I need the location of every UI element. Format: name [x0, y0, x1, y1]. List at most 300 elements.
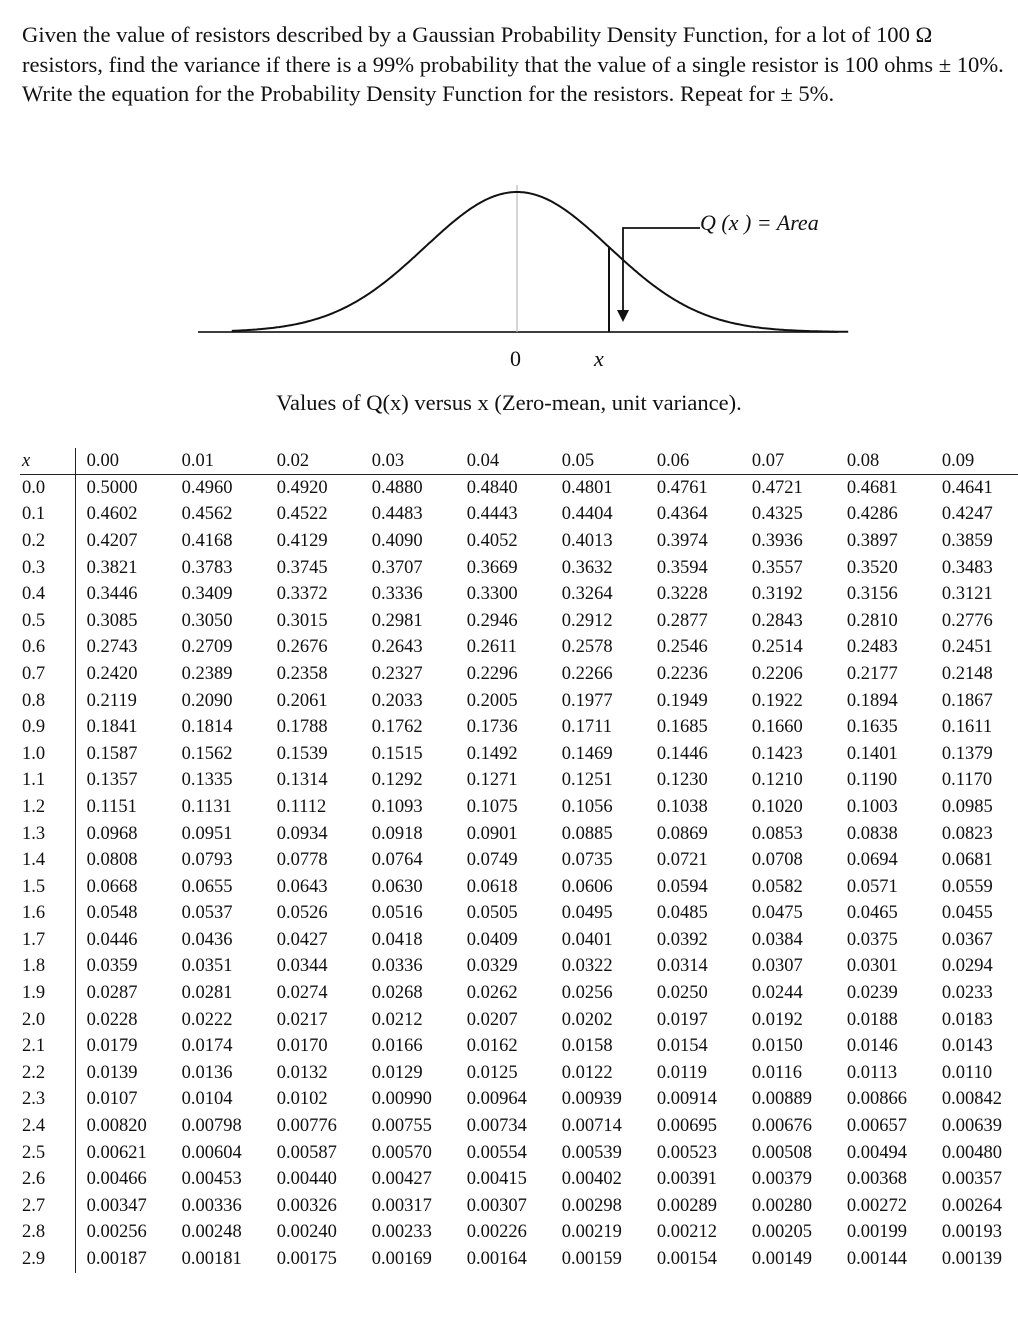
q-value-cell: 0.00164: [466, 1249, 527, 1270]
q-value-cell: 0.4364: [656, 504, 708, 525]
q-value-cell: 0.00939: [561, 1089, 622, 1110]
q-value-cell: 0.3974: [656, 530, 708, 551]
q-value-cell: 0.1357: [75, 768, 171, 795]
q-value-cell: 0.0655: [181, 876, 233, 897]
q-value-cell: 0.5000: [75, 475, 171, 502]
q-value-cell: 0.00144: [846, 1249, 907, 1270]
q-value-cell: 0.3859: [941, 530, 993, 551]
q-value-cell: 0.0582: [751, 876, 803, 897]
q-value-cell: 0.0197: [656, 1009, 708, 1030]
q-value-cell: 0.2743: [75, 635, 171, 662]
q-value-cell: 0.1112: [276, 796, 327, 817]
q-value-cell: 0.3192: [751, 584, 803, 605]
q-value-cell: 0.2389: [181, 663, 233, 684]
q-value-cell: 0.0322: [561, 956, 613, 977]
table-row: [20, 1220, 1018, 1247]
q-value-cell: 0.4247: [941, 504, 993, 525]
table-header-row: [20, 448, 1018, 475]
table-row: [20, 1140, 1018, 1167]
q-value-cell: 0.1867: [941, 690, 993, 711]
q-value-cell: 0.3446: [75, 581, 171, 608]
table-row: [20, 608, 1018, 635]
q-value-cell: 0.00154: [656, 1249, 717, 1270]
table-row: [20, 714, 1018, 741]
q-value-cell: 0.1251: [561, 770, 613, 791]
table-row: [20, 475, 1018, 502]
row-x-value: 2.7: [22, 1195, 46, 1216]
q-value-cell: 0.0668: [75, 874, 171, 901]
q-value-cell: 0.2177: [846, 663, 898, 684]
table-row: [20, 1007, 1018, 1034]
q-value-cell: 0.2451: [941, 637, 993, 658]
q-value-cell: 0.1736: [466, 717, 518, 738]
q-value-cell: 0.0793: [181, 850, 233, 871]
q-value-cell: 0.3409: [181, 584, 233, 605]
q-value-cell: 0.0475: [751, 903, 803, 924]
q-value-cell: 0.0268: [371, 983, 423, 1004]
q-value-cell: 0.0228: [75, 1007, 171, 1034]
q-value-cell: 0.0146: [846, 1036, 898, 1057]
q-value-cell: 0.3669: [466, 557, 518, 578]
q-value-cell: 0.00657: [846, 1116, 907, 1137]
row-x-value: 0.7: [22, 663, 46, 684]
q-value-cell: 0.2148: [941, 663, 993, 684]
q-value-cell: 0.0455: [941, 903, 993, 924]
q-value-cell: 0.00240: [276, 1222, 337, 1243]
problem-statement: Given the value of resistors described by a Gaussian Probability Density Function, for a lot of 100 Ω resistors, find the variance if there is a 99% probability that the value of a single resistor is 100 ohms ± 10%. Write the equation for the Probability Density Function for the resistors. Repeat for ± 5%.: [22, 22, 1004, 106]
table-row: [20, 1113, 1018, 1140]
row-x-value: 2.4: [22, 1116, 46, 1137]
column-header: 0.07: [741, 448, 836, 475]
q-value-cell: 0.0505: [466, 903, 518, 924]
row-x-value: 1.0: [22, 743, 46, 764]
q-value-cell: 0.00326: [276, 1195, 337, 1216]
q-value-cell: 0.3707: [371, 557, 423, 578]
q-value-cell: 0.00494: [846, 1142, 907, 1163]
q-value-cell: 0.0122: [561, 1062, 613, 1083]
q-value-cell: 0.2676: [276, 637, 328, 658]
q-value-cell: 0.3372: [276, 584, 328, 605]
column-header: 0.04: [456, 448, 551, 475]
q-value-cell: 0.0643: [276, 876, 328, 897]
q-value-cell: 0.0375: [846, 929, 898, 950]
q-value-cell: 0.3156: [846, 584, 898, 605]
q-value-cell: 0.2296: [466, 663, 518, 684]
table-row: [20, 927, 1018, 954]
q-value-cell: 0.0392: [656, 929, 708, 950]
q-value-cell: 0.00193: [941, 1222, 1003, 1243]
column-header: 0.03: [361, 448, 456, 475]
q-value-cell: 0.00357: [941, 1169, 1003, 1190]
q-value-cell: 0.3557: [751, 557, 803, 578]
column-header: 0.00: [75, 448, 171, 475]
q-value-cell: 0.0901: [466, 823, 518, 844]
table-row: [20, 1033, 1018, 1060]
q-value-cell: 0.00914: [656, 1089, 717, 1110]
q-value-cell: 0.00212: [656, 1222, 717, 1243]
q-value-cell: 0.1814: [181, 717, 233, 738]
q-value-cell: 0.0606: [561, 876, 613, 897]
row-x-value: 0.8: [22, 690, 46, 711]
q-value-cell: 0.00139: [941, 1249, 1003, 1270]
q-value-cell: 0.0409: [466, 929, 518, 950]
q-value-cell: 0.00440: [276, 1169, 337, 1190]
q-value-cell: 0.2709: [181, 637, 233, 658]
q-value-cell: 0.0107: [75, 1087, 171, 1114]
q-value-cell: 0.00842: [941, 1089, 1003, 1110]
column-header: 0.05: [551, 448, 646, 475]
q-value-cell: 0.0681: [941, 850, 993, 871]
q-value-cell: 0.00798: [181, 1116, 242, 1137]
q-value-cell: 0.2946: [466, 610, 518, 631]
q-value-cell: 0.0110: [941, 1062, 993, 1083]
q-value-cell: 0.00570: [371, 1142, 432, 1163]
q-value-cell: 0.0808: [75, 847, 171, 874]
q-value-cell: 0.0136: [181, 1062, 233, 1083]
q-value-cell: 0.00169: [371, 1249, 432, 1270]
q-value-cell: 0.1539: [276, 743, 328, 764]
q-value-cell: 0.0778: [276, 850, 328, 871]
q-value-cell: 0.4129: [276, 530, 328, 551]
q-value-cell: 0.3121: [941, 584, 993, 605]
q-value-cell: 0.1660: [751, 717, 803, 738]
q-value-cell: 0.0951: [181, 823, 233, 844]
q-value-cell: 0.4840: [466, 477, 518, 498]
area-pointer-line: [623, 228, 700, 320]
q-value-cell: 0.3050: [181, 610, 233, 631]
table-row: [20, 1166, 1018, 1193]
q-value-cell: 0.00466: [75, 1166, 171, 1193]
q-value-cell: 0.2514: [751, 637, 803, 658]
q-value-cell: 0.1190: [846, 770, 898, 791]
q-value-cell: 0.00480: [941, 1142, 1003, 1163]
q-value-cell: 0.4443: [466, 504, 518, 525]
q-value-cell: 0.0446: [75, 927, 171, 954]
q-value-cell: 0.0174: [181, 1036, 233, 1057]
q-value-cell: 0.3264: [561, 584, 613, 605]
q-value-cell: 0.1762: [371, 717, 423, 738]
q-value-cell: 0.00347: [75, 1193, 171, 1220]
q-value-cell: 0.00248: [181, 1222, 242, 1243]
q-value-cell: 0.1894: [846, 690, 898, 711]
table-row: [20, 954, 1018, 981]
q-value-cell: 0.3520: [846, 557, 898, 578]
row-x-value: 1.8: [22, 956, 46, 977]
q-value-cell: 0.4562: [181, 504, 233, 525]
q-value-cell: 0.1788: [276, 717, 328, 738]
q-value-cell: 0.1056: [561, 796, 613, 817]
q-value-cell: 0.2266: [561, 663, 613, 684]
q-value-cell: 0.0113: [846, 1062, 898, 1083]
q-value-cell: 0.1314: [276, 770, 328, 791]
q-value-cell: 0.00187: [75, 1246, 171, 1273]
q-value-cell: 0.0256: [561, 983, 613, 1004]
row-x-value: 2.9: [22, 1249, 46, 1270]
q-value-cell: 0.1841: [75, 714, 171, 741]
q-value-cell: 0.2327: [371, 663, 423, 684]
q-value-cell: 0.1020: [751, 796, 803, 817]
q-value-cell: 0.1401: [846, 743, 898, 764]
q-value-cell: 0.0401: [561, 929, 613, 950]
q-value-cell: 0.0885: [561, 823, 613, 844]
q-value-cell: 0.0548: [75, 901, 171, 928]
q-value-cell: 0.1292: [371, 770, 423, 791]
q-value-cell: 0.00233: [371, 1222, 432, 1243]
q-value-cell: 0.2877: [656, 610, 708, 631]
q-value-cell: 0.0233: [941, 983, 993, 1004]
q-value-cell: 0.3936: [751, 530, 803, 551]
table-row: [20, 1087, 1018, 1114]
q-value-cell: 0.1562: [181, 743, 233, 764]
q-value-cell: 0.3015: [276, 610, 328, 631]
q-value-cell: 0.1469: [561, 743, 613, 764]
q-value-cell: 0.0119: [656, 1062, 708, 1083]
q-value-cell: 0.1423: [751, 743, 803, 764]
q-value-cell: 0.3632: [561, 557, 613, 578]
q-value-cell: 0.00307: [466, 1195, 527, 1216]
q-function-table: [20, 448, 1018, 1273]
q-value-cell: 0.0336: [371, 956, 423, 977]
column-header: 0.06: [646, 448, 741, 475]
row-x-value: 0.5: [22, 610, 46, 631]
table-row: [20, 847, 1018, 874]
q-value-cell: 0.00289: [656, 1195, 717, 1216]
row-x-value: 2.5: [22, 1142, 46, 1163]
q-value-cell: 0.2578: [561, 637, 613, 658]
q-value-cell: 0.3300: [466, 584, 518, 605]
q-value-cell: 0.2810: [846, 610, 898, 631]
q-value-cell: 0.00676: [751, 1116, 812, 1137]
q-value-cell: 0.3085: [75, 608, 171, 635]
q-value-cell: 0.00298: [561, 1195, 622, 1216]
q-value-cell: 0.3483: [941, 557, 993, 578]
table-row: [20, 555, 1018, 582]
q-value-cell: 0.00866: [846, 1089, 907, 1110]
row-x-value: 1.1: [22, 770, 46, 791]
q-value-cell: 0.1635: [846, 717, 898, 738]
table-row: [20, 688, 1018, 715]
q-value-cell: 0.00539: [561, 1142, 622, 1163]
q-value-cell: 0.1446: [656, 743, 708, 764]
q-value-cell: 0.0918: [371, 823, 423, 844]
q-value-cell: 0.00889: [751, 1089, 812, 1110]
q-value-cell: 0.0314: [656, 956, 708, 977]
q-value-cell: 0.00336: [181, 1195, 242, 1216]
q-value-cell: 0.1977: [561, 690, 613, 711]
q-value-cell: 0.2119: [75, 688, 171, 715]
q-value-cell: 0.0188: [846, 1009, 898, 1030]
q-value-cell: 0.0436: [181, 929, 233, 950]
row-x-value: 0.3: [22, 557, 46, 578]
q-value-cell: 0.0694: [846, 850, 898, 871]
q-value-cell: 0.0630: [371, 876, 423, 897]
q-value-cell: 0.2420: [75, 661, 171, 688]
q-value-cell: 0.0158: [561, 1036, 613, 1057]
q-value-cell: 0.00523: [656, 1142, 717, 1163]
q-value-cell: 0.0764: [371, 850, 423, 871]
q-value-cell: 0.00453: [181, 1169, 242, 1190]
row-x-value: 0.4: [22, 584, 46, 605]
row-x-value: 0.9: [22, 717, 46, 738]
q-value-cell: 0.0166: [371, 1036, 423, 1057]
q-value-cell: 0.4013: [561, 530, 613, 551]
q-value-cell: 0.0495: [561, 903, 613, 924]
q-value-cell: 0.2033: [371, 690, 423, 711]
q-value-cell: 0.1922: [751, 690, 803, 711]
q-value-cell: 0.1210: [751, 770, 803, 791]
q-value-cell: 0.0250: [656, 983, 708, 1004]
q-value-cell: 0.00621: [75, 1140, 171, 1167]
q-value-cell: 0.0244: [751, 983, 803, 1004]
q-value-cell: 0.0129: [371, 1062, 423, 1083]
row-x-value: 2.2: [22, 1062, 46, 1083]
q-value-cell: 0.0170: [276, 1036, 328, 1057]
q-value-cell: 0.2546: [656, 637, 708, 658]
row-x-value: 1.9: [22, 983, 46, 1004]
q-value-cell: 0.0351: [181, 956, 233, 977]
table-row: [20, 635, 1018, 662]
q-value-cell: 0.0287: [75, 980, 171, 1007]
q-value-cell: 0.1492: [466, 743, 518, 764]
q-value-cell: 0.0418: [371, 929, 423, 950]
q-value-cell: 0.2061: [276, 690, 328, 711]
q-value-cell: 0.4960: [181, 477, 233, 498]
q-value-cell: 0.00272: [846, 1195, 907, 1216]
q-value-cell: 0.00264: [941, 1195, 1003, 1216]
q-value-cell: 0.00226: [466, 1222, 527, 1243]
table-row: [20, 1060, 1018, 1087]
q-value-cell: 0.00587: [276, 1142, 337, 1163]
q-value-cell: 0.0143: [941, 1036, 993, 1057]
q-value-cell: 0.1711: [561, 717, 612, 738]
q-value-cell: 0.1611: [941, 717, 993, 738]
table-row: [20, 528, 1018, 555]
q-value-cell: 0.2236: [656, 663, 708, 684]
q-value-cell: 0.2611: [466, 637, 517, 658]
q-value-cell: 0.2090: [181, 690, 233, 711]
q-value-cell: 0.4920: [276, 477, 328, 498]
q-value-cell: 0.1335: [181, 770, 233, 791]
q-value-cell: 0.0516: [371, 903, 423, 924]
q-value-cell: 0.00280: [751, 1195, 812, 1216]
table-row: [20, 874, 1018, 901]
q-value-cell: 0.00776: [276, 1116, 337, 1137]
q-value-cell: 0.0853: [751, 823, 803, 844]
q-value-cell: 0.1038: [656, 796, 708, 817]
q-value-cell: 0.3594: [656, 557, 708, 578]
q-value-cell: 0.4207: [75, 528, 171, 555]
q-value-cell: 0.00199: [846, 1222, 907, 1243]
row-x-value: 0.6: [22, 637, 46, 658]
q-value-cell: 0.0329: [466, 956, 518, 977]
q-value-cell: 0.0274: [276, 983, 328, 1004]
q-value-cell: 0.00427: [371, 1169, 432, 1190]
table-row: [20, 821, 1018, 848]
row-x-value: 0.2: [22, 530, 46, 551]
q-value-cell: 0.1685: [656, 717, 708, 738]
q-value-cell: 0.00964: [466, 1089, 527, 1110]
area-pointer-arrowhead: [617, 310, 629, 322]
figure-caption: Values of Q(x) versus x (Zero-mean, unit variance).: [276, 390, 742, 415]
q-value-cell: 0.0116: [751, 1062, 803, 1083]
table-row: [20, 502, 1018, 529]
row-x-value: 1.4: [22, 850, 46, 871]
q-value-cell: 0.1075: [466, 796, 518, 817]
q-value-cell: 0.4168: [181, 530, 233, 551]
q-value-cell: 0.4286: [846, 504, 898, 525]
q-value-cell: 0.0217: [276, 1009, 328, 1030]
q-value-cell: 0.3897: [846, 530, 898, 551]
q-area-label: Q (x ) = Area: [700, 210, 819, 235]
table-row: [20, 661, 1018, 688]
q-value-cell: 0.00181: [181, 1249, 242, 1270]
q-value-cell: 0.00159: [561, 1249, 622, 1270]
table-row: [20, 901, 1018, 928]
q-value-cell: 0.0359: [75, 954, 171, 981]
x-label: x: [594, 346, 604, 371]
q-value-cell: 0.4761: [656, 477, 708, 498]
q-value-cell: 0.0934: [276, 823, 328, 844]
q-value-cell: 0.0465: [846, 903, 898, 924]
table-row: [20, 581, 1018, 608]
q-value-cell: 0.00368: [846, 1169, 907, 1190]
q-value-cell: 0.4483: [371, 504, 423, 525]
q-value-cell: 0.4404: [561, 504, 613, 525]
q-value-cell: 0.3228: [656, 584, 708, 605]
q-value-cell: 0.00604: [181, 1142, 242, 1163]
q-value-cell: 0.3745: [276, 557, 328, 578]
q-value-cell: 0.4602: [75, 502, 171, 529]
q-value-cell: 0.0192: [751, 1009, 803, 1030]
q-value-cell: 0.0202: [561, 1009, 613, 1030]
q-value-cell: 0.0102: [276, 1089, 328, 1110]
column-header: 0.02: [266, 448, 361, 475]
q-value-cell: 0.0594: [656, 876, 708, 897]
q-value-cell: 0.2912: [561, 610, 613, 631]
row-x-value: 2.1: [22, 1036, 46, 1057]
q-value-cell: 0.0139: [75, 1060, 171, 1087]
row-x-value: 1.6: [22, 903, 46, 924]
q-value-cell: 0.00379: [751, 1169, 812, 1190]
gaussian-figure: [0, 0, 1018, 440]
row-x-value: 0.0: [22, 477, 46, 498]
row-x-value: 2.8: [22, 1222, 46, 1243]
q-value-cell: 0.1131: [181, 796, 232, 817]
q-value-cell: 0.2776: [941, 610, 993, 631]
q-value-cell: 0.4721: [751, 477, 803, 498]
q-value-cell: 0.0179: [75, 1033, 171, 1060]
zero-label: 0: [510, 346, 521, 371]
q-value-cell: 0.0222: [181, 1009, 233, 1030]
q-value-cell: 0.00402: [561, 1169, 622, 1190]
q-value-cell: 0.00508: [751, 1142, 812, 1163]
q-value-cell: 0.1515: [371, 743, 423, 764]
q-value-cell: 0.0708: [751, 850, 803, 871]
q-value-cell: 0.4522: [276, 504, 328, 525]
q-value-cell: 0.0183: [941, 1009, 993, 1030]
q-value-cell: 0.0239: [846, 983, 898, 1004]
q-value-cell: 0.0526: [276, 903, 328, 924]
q-value-cell: 0.0150: [751, 1036, 803, 1057]
q-value-cell: 0.00755: [371, 1116, 432, 1137]
row-x-value: 2.6: [22, 1169, 46, 1190]
column-header: 0.01: [171, 448, 266, 475]
q-value-cell: 0.2981: [371, 610, 423, 631]
q-value-cell: 0.0869: [656, 823, 708, 844]
q-value-cell: 0.2843: [751, 610, 803, 631]
q-value-cell: 0.4641: [941, 477, 993, 498]
row-x-value: 1.5: [22, 876, 46, 897]
